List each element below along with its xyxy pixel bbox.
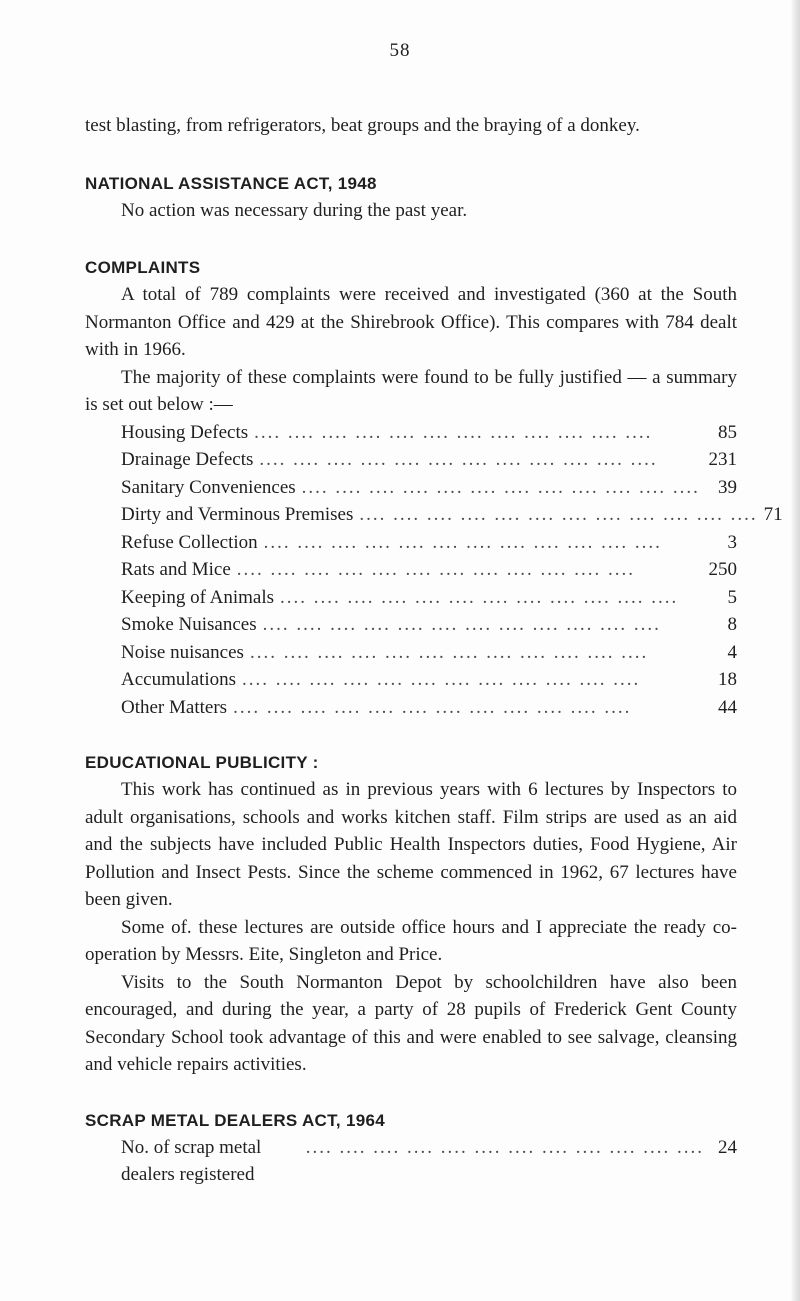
- leader-dots: .... .... .... .... .... .... .... .... .... .... .... ....: [305, 1136, 705, 1158]
- complaints-section: [85, 254, 783, 721]
- list-item: [121, 639, 737, 667]
- complaints-paragraph-2: The majority of these complaints were found to be fully justified — a summary is set out below :—: [85, 366, 737, 415]
- list-item: [121, 611, 737, 639]
- intro-paragraph: test blasting, from refrigerators, beat groups and the braying of a donkey.: [85, 115, 640, 136]
- leader-dots: .... .... .... .... .... .... .... .... .... .... .... ....: [242, 669, 641, 690]
- list-item: [121, 556, 737, 584]
- complaint-label: Smoke Nuisances: [121, 614, 257, 635]
- list-item: [121, 666, 737, 694]
- leader-dots: .... .... .... .... .... .... .... .... .... .... .... ....: [236, 559, 636, 580]
- national-assistance-heading: NATIONAL ASSISTANCE ACT, 1948: [85, 173, 377, 193]
- complaint-count: 44: [718, 696, 737, 718]
- list-item: [121, 584, 737, 612]
- page-number: 58: [389, 40, 411, 61]
- leader-dots: .... .... .... .... .... .... .... .... .... .... .... ....: [233, 696, 632, 718]
- leader-dots: .... .... .... .... .... .... .... .... .... .... .... ....: [259, 449, 658, 470]
- national-assistance-text: No action was necessary during the past year.: [121, 199, 468, 221]
- complaint-label: Other Matters: [121, 696, 228, 718]
- leader-dots: .... .... .... .... .... .... .... .... .... .... .... ....: [249, 641, 649, 663]
- complaint-count: 18: [718, 669, 737, 690]
- page-content: [85, 112, 783, 1189]
- complaint-count: 8: [727, 614, 737, 635]
- scrap-metal-section: [85, 1107, 737, 1189]
- leader-dots: .... .... .... .... .... .... .... .... .... .... .... ....: [254, 421, 653, 443]
- list-item: [121, 446, 737, 474]
- educational-publicity-paragraph-1: This work has continued as in previous years with 6 lectures by Inspectors to adult organisations, schools and works kitchen staff. Film strips are used as an aid and the subjects have included Public Health Inspectors duties, Food Hygiene, Air Pollution and Insect Pests. Since the scheme commenced in 1962, 67 lectures have been given.: [85, 779, 737, 910]
- list-item: [121, 694, 737, 722]
- complaint-count: 85: [718, 421, 737, 443]
- complaint-count: 4: [727, 641, 737, 663]
- educational-publicity-paragraph-3: Visits to the South Normanton Depot by schoolchildren have also been encouraged, and during the year, a party of 28 pupils of Frederick Gent County Secondary School took advantage of this and were enabled to see salvage, cleansing and vehicle repairs activities.: [85, 971, 737, 1075]
- scrap-metal-label: No. of scrap metal dealers registered: [121, 1136, 262, 1185]
- complaints-heading: COMPLAINTS: [85, 258, 201, 277]
- educational-publicity-section: [85, 749, 737, 1079]
- complaint-label: Keeping of Animals: [121, 586, 275, 608]
- complaint-label: Sanitary Conveniences: [121, 476, 296, 498]
- leader-dots: .... .... .... .... .... .... .... .... .... .... .... ....: [301, 476, 700, 498]
- complaint-label: Noise nuisances: [121, 641, 244, 663]
- complaint-count: 231: [708, 449, 737, 470]
- educational-publicity-paragraph-2: Some of. these lectures are outside office hours and I appreciate the ready co-operation by Messrs. Eite, Singleton and Price.: [85, 916, 737, 965]
- complaint-label: Dirty and Verminous Premises: [121, 504, 354, 525]
- page-edge-shadow: [790, 0, 800, 1301]
- list-item: [121, 501, 783, 529]
- leader-dots: .... .... .... .... .... .... .... .... .... .... .... ....: [359, 504, 758, 525]
- complaints-paragraph-1: A total of 789 complaints were received and investigated (360 at the South Normanton Office and 429 at the Shirebrook Office). This compares with 784 dealt with in 1966.: [85, 284, 737, 360]
- complaint-count: 5: [727, 586, 737, 608]
- complaint-label: Drainage Defects: [121, 449, 254, 470]
- complaint-label: Rats and Mice: [121, 559, 231, 580]
- list-item: [121, 419, 737, 447]
- leader-dots: .... .... .... .... .... .... .... .... .... .... .... ....: [262, 614, 661, 635]
- list-item: [121, 529, 737, 557]
- complaint-label: Accumulations: [121, 669, 237, 690]
- complaint-count: 250: [708, 559, 737, 580]
- educational-publicity-heading: EDUCATIONAL PUBLICITY :: [85, 753, 319, 772]
- scrap-metal-heading: SCRAP METAL DEALERS ACT, 1964: [85, 1110, 385, 1130]
- complaint-count: 71: [763, 504, 783, 525]
- complaint-count: 3: [727, 531, 737, 553]
- complaint-label: Housing Defects: [121, 421, 249, 443]
- complaint-count: 39: [718, 476, 737, 498]
- complaints-summary-list: [85, 419, 783, 722]
- scrap-metal-row: [85, 1134, 737, 1189]
- list-item: [121, 474, 737, 502]
- complaint-label: Refuse Collection: [121, 531, 258, 553]
- leader-dots: .... .... .... .... .... .... .... .... .... .... .... ....: [280, 586, 679, 608]
- national-assistance-section: [85, 170, 737, 225]
- leader-dots: .... .... .... .... .... .... .... .... .... .... .... ....: [263, 531, 662, 553]
- scrap-metal-count: 24: [718, 1136, 737, 1158]
